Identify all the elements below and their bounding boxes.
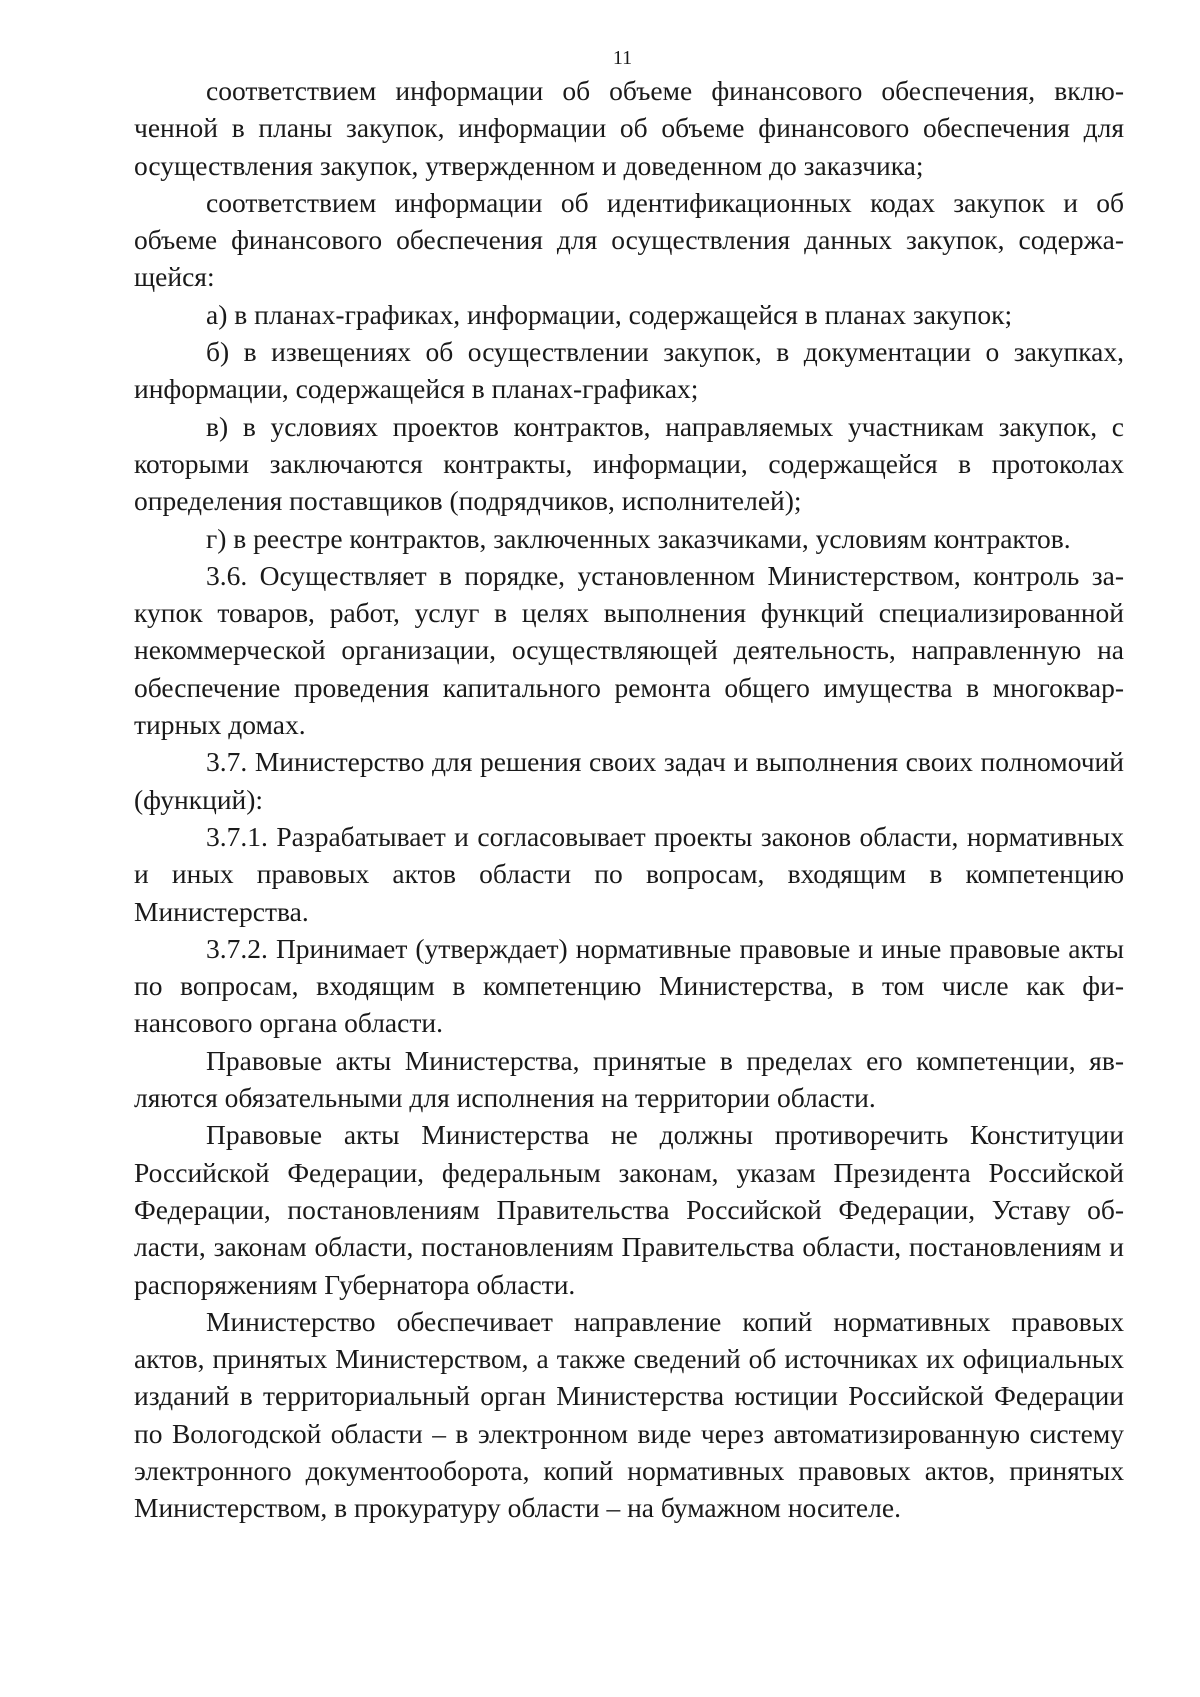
paragraph-legal-acts-constitution: Правовые акты Министерства не должны противоречить Конституции Российской Федерации, федеральным законам, указам Президента Российской Федерации, постановлениям Правительства Российской Федерации, Уставу области, законам области, постановлениям Правительства области, постановлениям и распоряжениям Губернатора области.: [134, 1119, 1124, 1300]
paragraph-3-7-2: 3.7.2. Принимает (утверждает) нормативные правовые и иные правовые акты по вопросам, входящим в компетенцию Министерства, в том числе как финансового органа области.: [134, 932, 1124, 1039]
paragraph-item-a: а) в планах-графиках, информации, содержащейся в планах закупок;: [206, 298, 1013, 330]
page-number: 11: [612, 47, 633, 69]
paragraph-legal-acts-binding: Правовые акты Министерства, принятые в пределах его компетенции, являются обязательными для исполнения на территории области.: [134, 1044, 1124, 1114]
paragraph-3-7-1: 3.7.1. Разрабатывает и согласовывает проекты законов области, нормативных и иных правовых актов области по вопросам, входящим в компетенцию Министерства.: [134, 820, 1124, 927]
paragraph-3-7: 3.7. Министерство для решения своих задач и выполнения своих полномочий (функций):: [134, 746, 1124, 815]
paragraph-item-v: в) в условиях проектов контрактов, направляемых участникам закупок, с которыми заключаются контракты, информации, содержащейся в протоколах определения поставщиков (подрядчиков, исполнителей);: [134, 410, 1124, 517]
paragraph-financial-support-conformity: соответствием информации об объеме финансового обеспечения, включенной в планы закупок, информации об объеме финансового обеспечения для осуществления закупок, утвержденном и доведенном до заказчика;: [134, 75, 1124, 181]
paragraph-item-g: г) в реестре контрактов, заключенных заказчиками, условиям контрактов.: [206, 522, 1071, 554]
document-body: [134, 72, 1124, 1527]
paragraph-3-6: 3.6. Осуществляет в порядке, установленном Министерством, контроль закупок товаров, работ, услуг в целях выполнения функций специализированной некоммерческой организации, осуществляющей деятельность, направленную на обеспечение проведения капитального ремонта общего имущества в многоквартирных домах.: [134, 559, 1124, 741]
paragraph-copies-submission: Министерство обеспечивает направление копий нормативных правовых актов, принятых Министерством, а также сведений об источниках их официальных изданий в территориальный орган Министерства юстиции Российской Федерации по Вологодской области – в электронном виде через автоматизированную систему электронного документооборота, копий нормативных правовых актов, принятых Министерством, в прокуратуру области – на бумажном носителе.: [134, 1305, 1124, 1524]
paragraph-item-b: б) в извещениях об осуществлении закупок, в документации о закупках, информации, содержащейся в планах-графиках;: [134, 336, 1124, 405]
paragraph-identification-codes-conformity: соответствием информации об идентификационных кодах закупок и об объеме финансового обеспечения для осуществления данных закупок, содержащейся:: [134, 186, 1124, 293]
